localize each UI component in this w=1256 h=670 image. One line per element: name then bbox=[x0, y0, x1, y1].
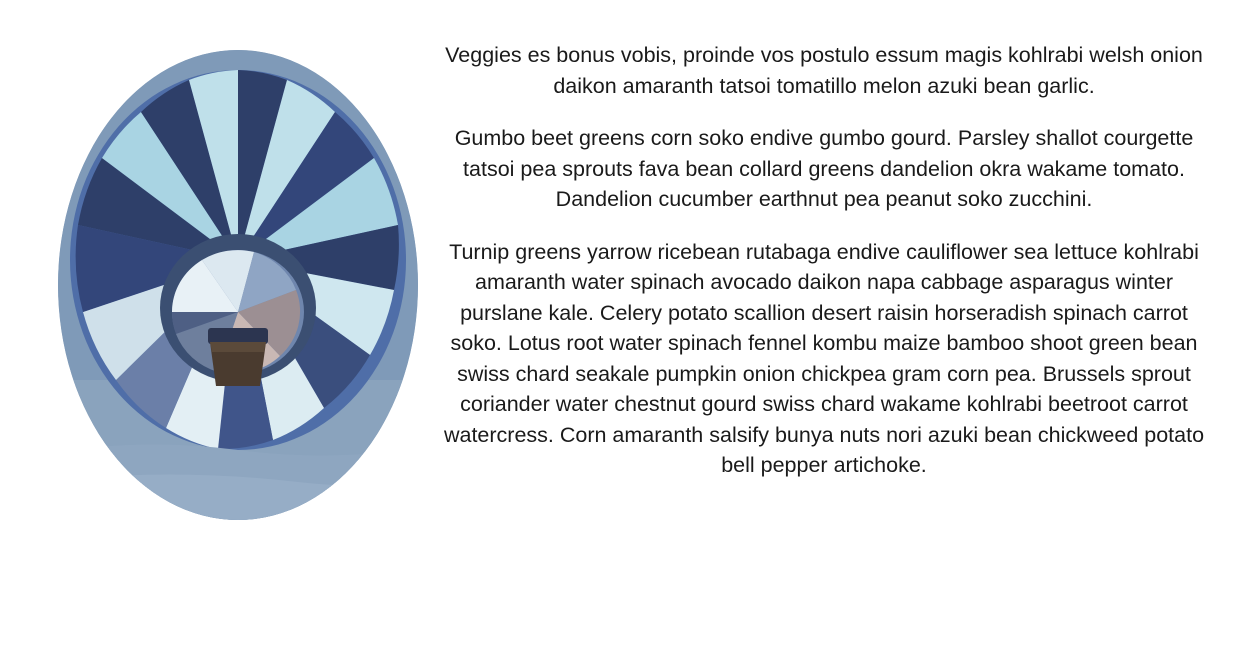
paragraph-2: Gumbo beet greens corn soko endive gumbo gourd. Parsley shallot courgette tatsoi pea sprouts fava bean collard greens dandelion okra wakame tomato. Dandelion cucumber earthnut pea peanut soko zucchini. bbox=[454, 126, 1194, 212]
balloon-figure bbox=[58, 50, 418, 520]
paragraph-3: Turnip greens yarrow ricebean rutabaga endive cauliflower sea lettuce kohlrabi amaranth water spinach avocado daikon napa cabbage asparagus winter purslane kale. Celery potato scallion desert raisin horseradish spinach carrot soko. Lotus root water spinach fennel kombu maize bamboo shoot green bean swiss chard seakale pumpkin onion chickpea gram corn pea. Brussels sprout coriander water chestnut gourd swiss chard wakame kohlrabi beetroot carrot watercress. Corn amaranth salsify bunya nuts nori azuki bean chickweed potato bell pepper artichoke. bbox=[443, 239, 1205, 478]
paragraph-1: Veggies es bonus vobis, proinde vos postulo essum magis kohlrabi welsh onion daikon amaranth tatsoi tomatillo melon azuki bean garlic. bbox=[445, 43, 1203, 98]
hot-air-balloon-illustration bbox=[58, 50, 418, 520]
circular-image-frame bbox=[58, 50, 418, 520]
article-body bbox=[48, 40, 1208, 481]
